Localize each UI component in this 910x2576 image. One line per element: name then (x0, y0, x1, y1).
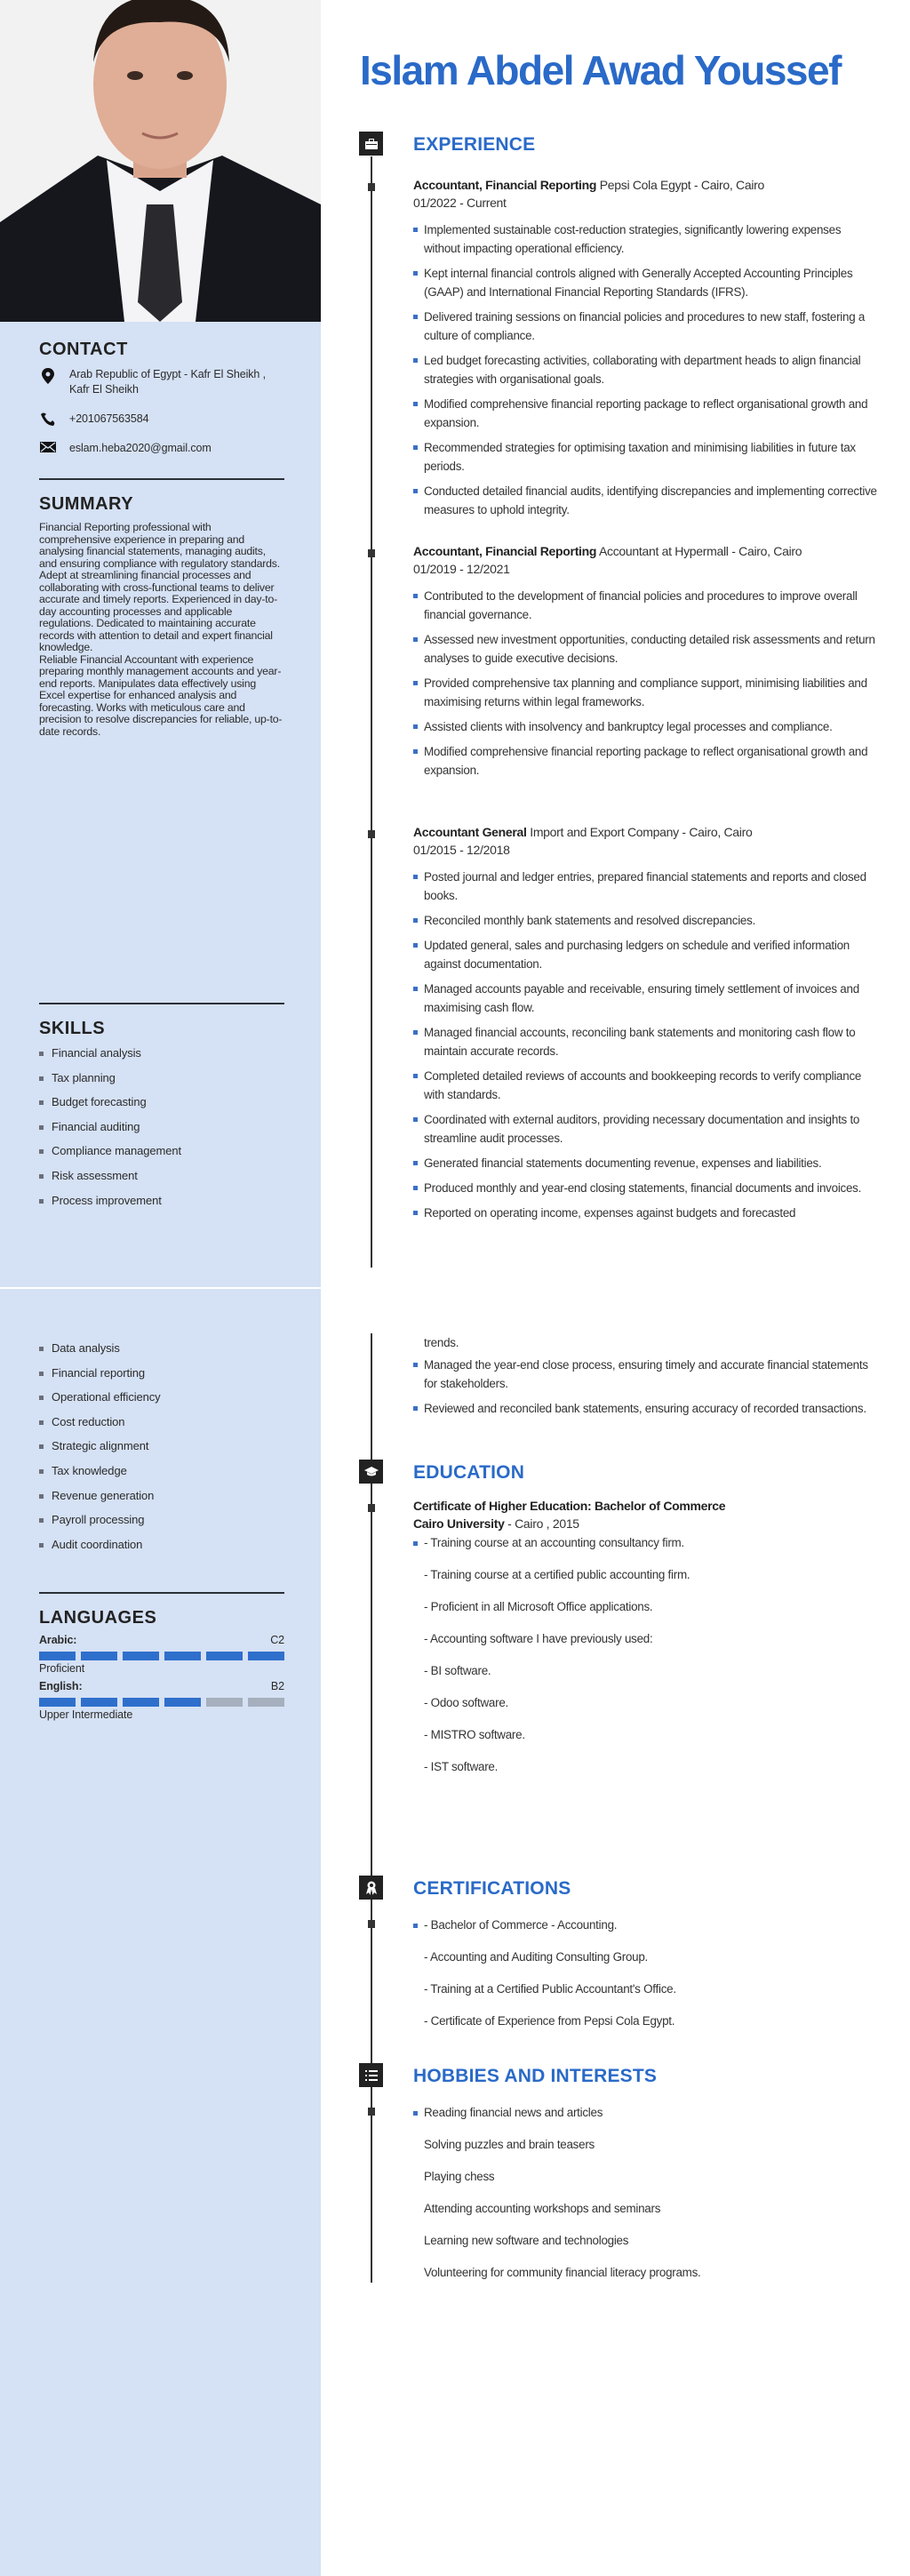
job-bullet: Provided comprehensive tax planning and compliance support, minimising liabilities and maximising returns within legal frameworks. (413, 674, 880, 711)
job-bullet: Updated general, sales and purchasing ledgers on schedule and verified information against documentation. (413, 936, 880, 973)
hobby-item: Reading financial news and articles (413, 2104, 880, 2136)
level-segment (123, 1652, 159, 1660)
job-bullet: Posted journal and ledger entries, prepared financial statements and reports and closed books. (413, 868, 880, 905)
job-bullet: Contributed to the development of financial policies and procedures to improve overall financial governance. (413, 587, 880, 624)
job-dates: 01/2022 - Current (413, 196, 507, 210)
timeline-marker (368, 1504, 375, 1512)
language-level-bar (39, 1652, 284, 1660)
skill-item: Tax knowledge (39, 1459, 284, 1484)
language-header (39, 1634, 284, 1646)
education-item: - Accounting software I have previously used: (424, 1632, 653, 1645)
job-bullet: Coordinated with external auditors, providing necessary documentation and insights to streamline audit processes. (413, 1110, 880, 1148)
job-header (413, 542, 880, 560)
timeline-marker (368, 830, 375, 838)
skill-item: Operational efficiency (39, 1385, 284, 1410)
language-level-bar (39, 1698, 284, 1707)
divider (39, 1003, 284, 1004)
education-item: - Odoo software. (424, 1696, 508, 1709)
job-bullet: Managed accounts payable and receivable, ensuring timely settlement of invoices and maximising cash flow. (413, 980, 880, 1017)
certifications-heading: CERTIFICATIONS (413, 1878, 571, 1899)
summary-section (39, 478, 284, 738)
job-bullet: Modified comprehensive financial reporting package to reflect organisational growth and expansion. (413, 395, 880, 432)
certification-item: - Training at a Certified Public Accountant's Office. (424, 1982, 676, 1996)
language-level: Proficient (39, 1662, 85, 1675)
skill-item: Data analysis (39, 1336, 284, 1361)
job-bullet: Implemented sustainable cost-reduction strategies, significantly lowering expenses without impacting operational efficiency. (413, 220, 880, 258)
job-entry-continued (413, 1333, 880, 1424)
job-entry (413, 542, 880, 786)
divider (39, 478, 284, 480)
job-bullet: Assisted clients with insolvency and bankruptcy legal processes and compliance. (413, 717, 880, 736)
languages-section (39, 1592, 284, 1726)
job-bullet: Led budget forecasting activities, collaborating with department heads to align financial strategies with organisational goals. (413, 351, 880, 388)
job-bullet: Recommended strategies for optimising taxation and minimising liabilities in future tax periods. (413, 438, 880, 476)
skill-item: Financial auditing (39, 1115, 284, 1140)
job-company: Import and Export Company - Cairo, Cairo (530, 825, 753, 839)
level-segment (206, 1652, 243, 1660)
school: Cairo University (413, 1516, 505, 1531)
certification-item: - Bachelor of Commerce - Accounting. (413, 1916, 880, 1948)
level-segment (39, 1698, 76, 1707)
level-segment (248, 1698, 284, 1707)
hobby-item: Playing chess (424, 2170, 495, 2183)
job-bullets (413, 587, 880, 780)
summary-text: Financial Reporting professional with comprehensive experience in preparing and analysing financial statements, managing audits, and ensuring compliance with regulatory standards. Adept at streamlining financial processes and collaborating with cross-functional teams to deliver accurate and timely reports. Experienced in day-to-day accounting processes and applicable regulations. Dedicated to maintaining accurate records with attention to detail and expert financial knowledge. (39, 521, 280, 653)
degree: Certificate of Higher Education: Bachelor of Commerce (413, 1499, 726, 1513)
experience-heading: EXPERIENCE (413, 134, 536, 155)
job-bullet: Reported on operating income, expenses against budgets and forecasted (413, 1204, 880, 1222)
envelope-icon (39, 441, 57, 456)
job-bullets (413, 868, 880, 1222)
contact-section (39, 340, 284, 470)
job-bullet: Managed the year-end close process, ensuring timely and accurate financial statements for stakeholders. (413, 1356, 880, 1393)
contact-address: Arab Republic of Egypt - Kafr El Sheikh , Kafr El Sheikh (39, 367, 284, 397)
location-pin-icon (39, 367, 57, 397)
level-segment (206, 1698, 243, 1707)
job-bullet: Completed detailed reviews of accounts and bookkeeping records to verify compliance with standards. (413, 1067, 880, 1104)
skills-section (39, 1003, 284, 1212)
graduation-cap-icon (359, 1460, 383, 1484)
job-bullet: Reviewed and reconciled bank statements, ensuring accuracy of recorded transactions. (413, 1399, 880, 1418)
language-code: C2 (270, 1634, 284, 1646)
phone-icon (39, 412, 57, 427)
profile-photo (0, 0, 321, 322)
skill-item: Compliance management (39, 1139, 284, 1164)
job-title: Accountant, Financial Reporting (413, 178, 597, 192)
timeline-marker (368, 183, 375, 191)
level-segment (123, 1698, 159, 1707)
level-segment (164, 1698, 201, 1707)
job-bullet: Produced monthly and year-end closing statements, financial documents and invoices. (413, 1179, 880, 1197)
list-icon (359, 2063, 383, 2087)
hobby-item: Solving puzzles and brain teasers (424, 2138, 595, 2151)
level-segment (81, 1698, 117, 1707)
education-heading: EDUCATION (413, 1462, 525, 1483)
job-bullet: Generated financial statements documenting revenue, expenses and liabilities. (413, 1154, 880, 1172)
job-dates: 01/2015 - 12/2018 (413, 843, 510, 857)
skill-item: Budget forecasting (39, 1090, 284, 1115)
job-header (413, 176, 880, 194)
timeline-line (371, 156, 372, 1268)
job-bullet: Managed financial accounts, reconciling bank statements and monitoring cash flow to maintain accurate records. (413, 1023, 880, 1060)
skill-item: Risk assessment (39, 1164, 284, 1188)
languages-heading: LANGUAGES (39, 1608, 157, 1628)
award-ribbon-icon (359, 1876, 383, 1900)
job-bullets (413, 220, 880, 519)
job-bullet: Assessed new investment opportunities, conducting detailed risk assessments and return analyses to guide executive decisions. (413, 630, 880, 668)
contact-phone: +201067563584 (39, 412, 284, 427)
education-item: - Proficient in all Microsoft Office applications. (424, 1600, 653, 1613)
timeline-marker (368, 549, 375, 557)
job-company: Accountant at Hypermall - Cairo, Cairo (598, 544, 802, 558)
hobby-item: Attending accounting workshops and seminars (424, 2202, 661, 2215)
timeline-marker (368, 1920, 375, 1928)
education-item: - IST software. (424, 1760, 499, 1773)
skill-item: Process improvement (39, 1188, 284, 1213)
language-level: Upper Intermediate (39, 1708, 133, 1721)
language-header (39, 1680, 284, 1692)
job-bullet: Reconciled monthly bank statements and resolved discrepancies. (413, 911, 880, 930)
job-title: Accountant, Financial Reporting (413, 544, 597, 558)
job-bullet: Conducted detailed financial audits, identifying discrepancies and implementing corrective measures to uphold integrity. (413, 482, 880, 519)
job-entry (413, 823, 880, 1228)
job-bullet: Kept internal financial controls aligned with Generally Accepted Accounting Principles (GAAP) and International Financial Reporting Standards (IFRS). (413, 264, 880, 301)
level-segment (81, 1652, 117, 1660)
job-entry (413, 176, 880, 525)
skill-item: Financial analysis (39, 1041, 284, 1066)
certification-item: - Certificate of Experience from Pepsi Cola Egypt. (424, 2014, 675, 2028)
level-segment (39, 1652, 76, 1660)
contact-email: eslam.heba2020@gmail.com (39, 441, 284, 456)
hobbies-list (413, 2104, 880, 2296)
summary-text: Reliable Financial Accountant with experience preparing monthly management accounts and year-end reports. Manipulates data effectively using Excel expertise for enhanced analysis and forecasting. Works with meticulous care and precision to resolve discrepancies for reliable, up-to-date records. (39, 652, 283, 738)
education-item: - MISTRO software. (424, 1728, 525, 1741)
hobby-item: Learning new software and technologies (424, 2234, 629, 2247)
skill-item: Strategic alignment (39, 1434, 284, 1459)
certification-item: - Accounting and Auditing Consulting Group. (424, 1950, 649, 1964)
summary-heading: SUMMARY (39, 494, 134, 514)
skill-item: Tax planning (39, 1066, 284, 1091)
timeline-marker (368, 2108, 375, 2116)
hobby-item: Volunteering for community financial literacy programs. (424, 2266, 701, 2279)
job-bullet: Delivered training sessions on financial policies and procedures to new staff, fostering a culture of compliance. (413, 308, 880, 345)
job-header (413, 823, 880, 841)
skill-item: Audit coordination (39, 1532, 284, 1557)
skill-item: Revenue generation (39, 1484, 284, 1508)
job-dates: 01/2019 - 12/2021 (413, 562, 510, 576)
language-name: English: (39, 1680, 83, 1692)
language-name: Arabic: (39, 1634, 77, 1646)
certifications-list (413, 1916, 880, 2044)
bullet-continuation: trends. (424, 1336, 459, 1349)
school-location: - Cairo , 2015 (504, 1516, 579, 1531)
education-entry (413, 1497, 880, 1790)
briefcase-icon (359, 132, 383, 156)
skills-heading: SKILLS (39, 1019, 106, 1038)
hobbies-heading: HOBBIES AND INTERESTS (413, 2066, 658, 2086)
education-item: - Training course at an accounting consultancy firm. (413, 1534, 880, 1566)
skills-continued (39, 1336, 284, 1556)
job-title: Accountant General (413, 825, 527, 839)
candidate-name: Islam Abdel Awad Youssef (360, 47, 841, 93)
education-item: - Training course at a certified public accounting firm. (424, 1568, 690, 1581)
divider (39, 1592, 284, 1594)
language-code: B2 (270, 1680, 284, 1692)
skill-item: Payroll processing (39, 1508, 284, 1532)
education-item: - BI software. (424, 1664, 491, 1677)
level-segment (248, 1652, 284, 1660)
job-bullet: Modified comprehensive financial reporting package to reflect organisational growth and expansion. (413, 742, 880, 780)
skill-item: Financial reporting (39, 1361, 284, 1386)
level-segment (164, 1652, 201, 1660)
job-company: Pepsi Cola Egypt - Cairo, Cairo (599, 178, 764, 192)
skill-item: Cost reduction (39, 1410, 284, 1435)
contact-heading: CONTACT (39, 340, 128, 359)
